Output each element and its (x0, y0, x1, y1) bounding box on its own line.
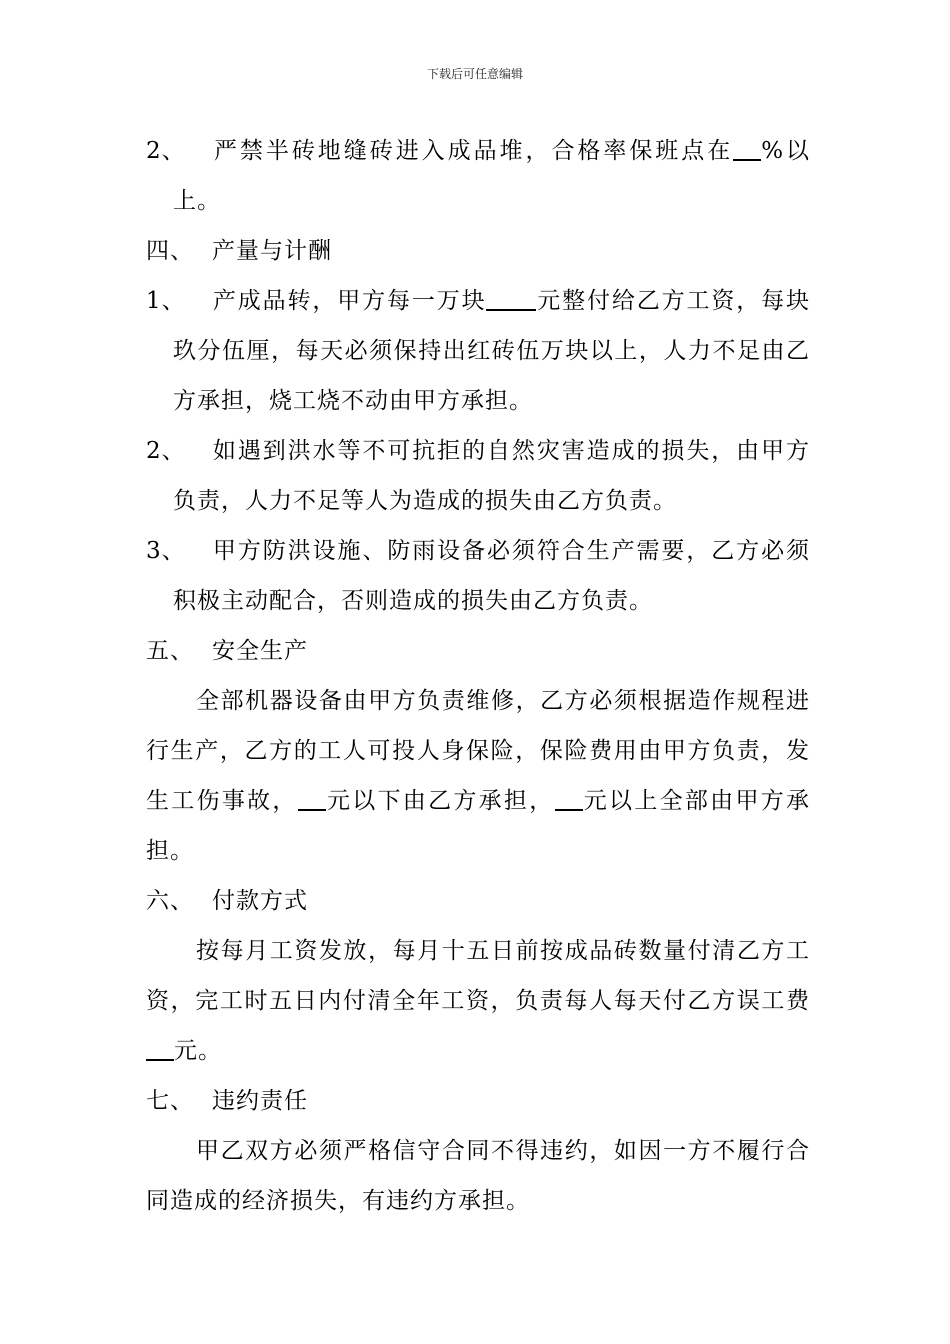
clause-text: %以上。 (173, 138, 811, 214)
paragraph-text: 元以上全部由甲方承担。 (146, 788, 811, 864)
fill-blank (298, 789, 326, 811)
section-title: 付款方式 (212, 888, 308, 914)
paragraph-text: 元。 (174, 1038, 222, 1064)
clause-text: 元整付给乙方工资，每块玖分伍厘，每天必须保持出红砖伍万块以上，人力不足由乙方承担，烧工烧不动由甲方承担。 (173, 288, 811, 414)
paragraph-text: 按每月工资发放，每月十五日前按成品砖数量付清乙方工资，完工时五日内付清全年工资，负责每人每天付乙方误工费 (146, 938, 810, 1014)
fill-blank (486, 289, 536, 311)
section-heading-safety (146, 626, 810, 676)
clause-text: 甲方防洪设施、防雨设备必须符合生产需要，乙方必须积极主动配合，否则造成的损失由乙方负责。 (173, 538, 810, 614)
clause-number: 2、 (146, 138, 186, 164)
page-header: 下载后可任意编辑 (426, 67, 523, 81)
clause-number: 2、 (146, 438, 186, 464)
paragraph-text: 元以下由乙方承担， (325, 788, 555, 814)
liability-paragraph (146, 1126, 810, 1226)
section-title: 违约责任 (212, 1088, 308, 1114)
clause-text: 严禁半砖地缝砖进入成品堆，合格率保班点在 (212, 138, 734, 164)
section-number: 五、 (146, 638, 194, 664)
section-number: 七、 (146, 1088, 194, 1114)
fill-blank (555, 789, 583, 811)
section-heading-payment (146, 876, 810, 926)
clause-output-2 (146, 426, 810, 526)
clause-output-1 (146, 276, 810, 426)
section-number: 六、 (146, 888, 194, 914)
paragraph-text: 全部机器设备由甲方负责维修，乙方必须根据造作规程进行生产，乙方的工人可投人身保险，保险费用由甲方负责，发生工伤事故， (146, 688, 810, 814)
clause-text: 产成品转，甲方每一万块 (212, 288, 487, 314)
section-title: 安全生产 (212, 638, 308, 664)
safety-paragraph (146, 676, 810, 876)
section-title: 产量与计酬 (212, 238, 332, 264)
section-heading-liability (146, 1076, 810, 1126)
clause-output-3 (146, 526, 810, 626)
clause-number: 1、 (146, 288, 186, 314)
clause-quality-2 (146, 126, 810, 226)
paragraph-text: 甲乙双方必须严格信守合同不得违约，如因一方不履行合同造成的经济损失，有违约方承担。 (146, 1138, 810, 1214)
payment-paragraph (146, 926, 810, 1076)
clause-text: 如遇到洪水等不可抗拒的自然灾害造成的损失，由甲方负责，人力不足等人为造成的损失由乙方负责。 (173, 438, 810, 514)
section-number: 四、 (146, 238, 194, 264)
contract-body (146, 126, 810, 1226)
fill-blank (146, 1039, 174, 1061)
fill-blank (733, 139, 761, 161)
section-heading-output (146, 226, 810, 276)
clause-number: 3、 (146, 538, 186, 564)
